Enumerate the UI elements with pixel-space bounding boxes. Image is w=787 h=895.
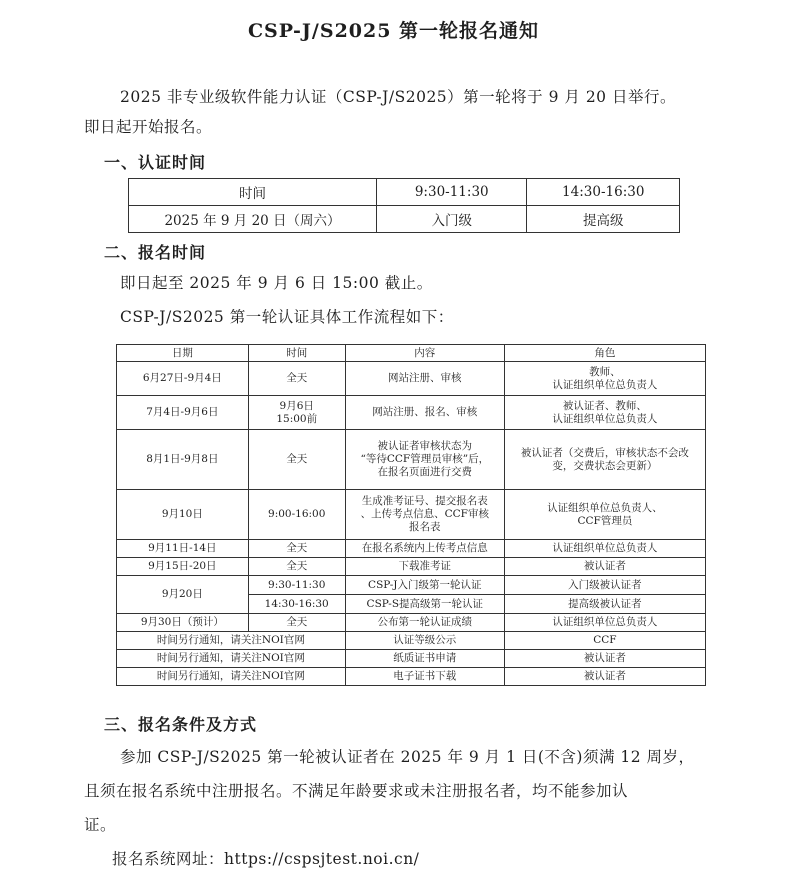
conditions-line-3: 证。 — [84, 816, 117, 834]
flow-table — [116, 344, 706, 686]
flow-cell-time: 全天 — [248, 362, 345, 396]
flow-cell-time: 9:30-11:30 — [248, 576, 345, 595]
flow-cell-date: 时间另行通知，请关注NOI官网 — [117, 632, 346, 650]
flow-cell-role: 认证组织单位总负责人 — [504, 540, 705, 558]
flow-cell-content: 公布第一轮认证成绩 — [345, 614, 504, 632]
time-table-cell: 时间 — [129, 179, 377, 206]
page-title: CSP-J/S2025 第一轮报名通知 — [247, 20, 540, 42]
flow-cell-role: CCF — [504, 632, 705, 650]
table-row — [117, 540, 706, 558]
conditions-line-1: 参加 CSP-J/S2025 第一轮被认证者在 2025 年 9 月 1 日(不含)须满 12 周岁， — [120, 748, 695, 766]
flow-cell-role: 提高级被认证者 — [504, 595, 705, 614]
table-row — [117, 396, 706, 430]
flow-cell-content: 生成准考证号、提交报名表 、上传考点信息、CCF审核 报名表 — [345, 490, 504, 540]
flow-cell-content: 纸质证书申请 — [345, 650, 504, 668]
flow-cell-date: 9月30日（预计） — [117, 614, 249, 632]
flow-header-date: 日期 — [117, 345, 249, 362]
flow-cell-time: 全天 — [248, 614, 345, 632]
flow-cell-content: 网站注册、审核 — [345, 362, 504, 396]
flow-cell-content: 网站注册、报名、审核 — [345, 396, 504, 430]
flow-cell-date: 9月10日 — [117, 490, 249, 540]
flow-cell-time: 9月6日 15:00前 — [248, 396, 345, 430]
flow-cell-role: 认证组织单位总负责人 — [504, 614, 705, 632]
intro-line-1: 2025 非专业级软件能力认证（CSP-J/S2025）第一轮将于 9 月 20 日举行。 — [120, 88, 676, 106]
time-table-cell: 14:30-16:30 — [527, 179, 680, 206]
time-table-cell: 入门级 — [377, 206, 527, 233]
flow-cell-date: 时间另行通知，请关注NOI官网 — [117, 668, 346, 686]
flow-cell-time: 全天 — [248, 430, 345, 490]
table-row — [117, 362, 706, 396]
table-row — [117, 632, 706, 650]
flow-cell-date: 7月4日-9月6日 — [117, 396, 249, 430]
flow-cell-content: 被认证者审核状态为 “等待CCF管理员审核”后， 在报名页面进行交费 — [345, 430, 504, 490]
intro-line-2: 即日起开始报名。 — [84, 118, 213, 136]
flow-cell-time: 9:00-16:00 — [248, 490, 345, 540]
time-table — [128, 178, 680, 233]
flow-intro: CSP-J/S2025 第一轮认证具体工作流程如下： — [120, 308, 454, 326]
flow-cell-content: 电子证书下载 — [345, 668, 504, 686]
flow-cell-content: 认证等级公示 — [345, 632, 504, 650]
flow-cell-role: 认证组织单位总负责人、 CCF管理员 — [504, 490, 705, 540]
time-table-cell: 2025 年 9 月 20 日（周六） — [129, 206, 377, 233]
flow-cell-date: 9月11日-14日 — [117, 540, 249, 558]
flow-cell-time: 全天 — [248, 540, 345, 558]
section-heading-registration: 二、报名时间 — [104, 243, 207, 262]
table-row — [117, 558, 706, 576]
flow-cell-role: 被认证者（交费后，审核状态不会改 变，交费状态会更新） — [504, 430, 705, 490]
flow-header-time: 时间 — [248, 345, 345, 362]
registration-deadline: 即日起至 2025 年 9 月 6 日 15:00 截止。 — [120, 274, 433, 292]
table-row — [117, 668, 706, 686]
flow-cell-role: 教师、 认证组织单位总负责人 — [504, 362, 705, 396]
flow-cell-content: CSP-J入门级第一轮认证 — [345, 576, 504, 595]
flow-cell-role: 被认证者、教师、 认证组织单位总负责人 — [504, 396, 705, 430]
section-heading-time: 一、认证时间 — [104, 153, 207, 172]
flow-cell-content: 在报名系统内上传考点信息 — [345, 540, 504, 558]
flow-cell-date: 9月20日 — [117, 576, 249, 614]
conditions-line-2: 且须在报名系统中注册报名。不满足年龄要求或未注册报名者，均不能参加认 — [84, 782, 629, 800]
time-table-cell: 提高级 — [527, 206, 680, 233]
flow-cell-content: 下载准考证 — [345, 558, 504, 576]
time-table-cell: 9:30-11:30 — [377, 179, 527, 206]
table-row — [117, 614, 706, 632]
table-row — [117, 490, 706, 540]
table-row — [117, 650, 706, 668]
time-table-header-row — [129, 179, 680, 206]
table-row — [117, 430, 706, 490]
flow-cell-content: CSP-S提高级第一轮认证 — [345, 595, 504, 614]
flow-cell-role: 被认证者 — [504, 650, 705, 668]
flow-cell-date: 9月15日-20日 — [117, 558, 249, 576]
flow-cell-role: 被认证者 — [504, 668, 705, 686]
section-heading-conditions: 三、报名条件及方式 — [104, 715, 258, 734]
flow-cell-time: 14:30-16:30 — [248, 595, 345, 614]
time-table-row — [129, 206, 680, 233]
flow-cell-date: 6月27日-9月4日 — [117, 362, 249, 396]
flow-header-content: 内容 — [345, 345, 504, 362]
flow-cell-date: 时间另行通知，请关注NOI官网 — [117, 650, 346, 668]
registration-site-line: 报名系统网址：https://cspsjtest.noi.cn/ — [112, 850, 420, 868]
flow-cell-time: 全天 — [248, 558, 345, 576]
table-row — [117, 576, 706, 595]
flow-cell-date: 8月1日-9月8日 — [117, 430, 249, 490]
flow-table-header-row — [117, 345, 706, 362]
flow-cell-role: 被认证者 — [504, 558, 705, 576]
flow-cell-role: 入门级被认证者 — [504, 576, 705, 595]
flow-header-role: 角色 — [504, 345, 705, 362]
